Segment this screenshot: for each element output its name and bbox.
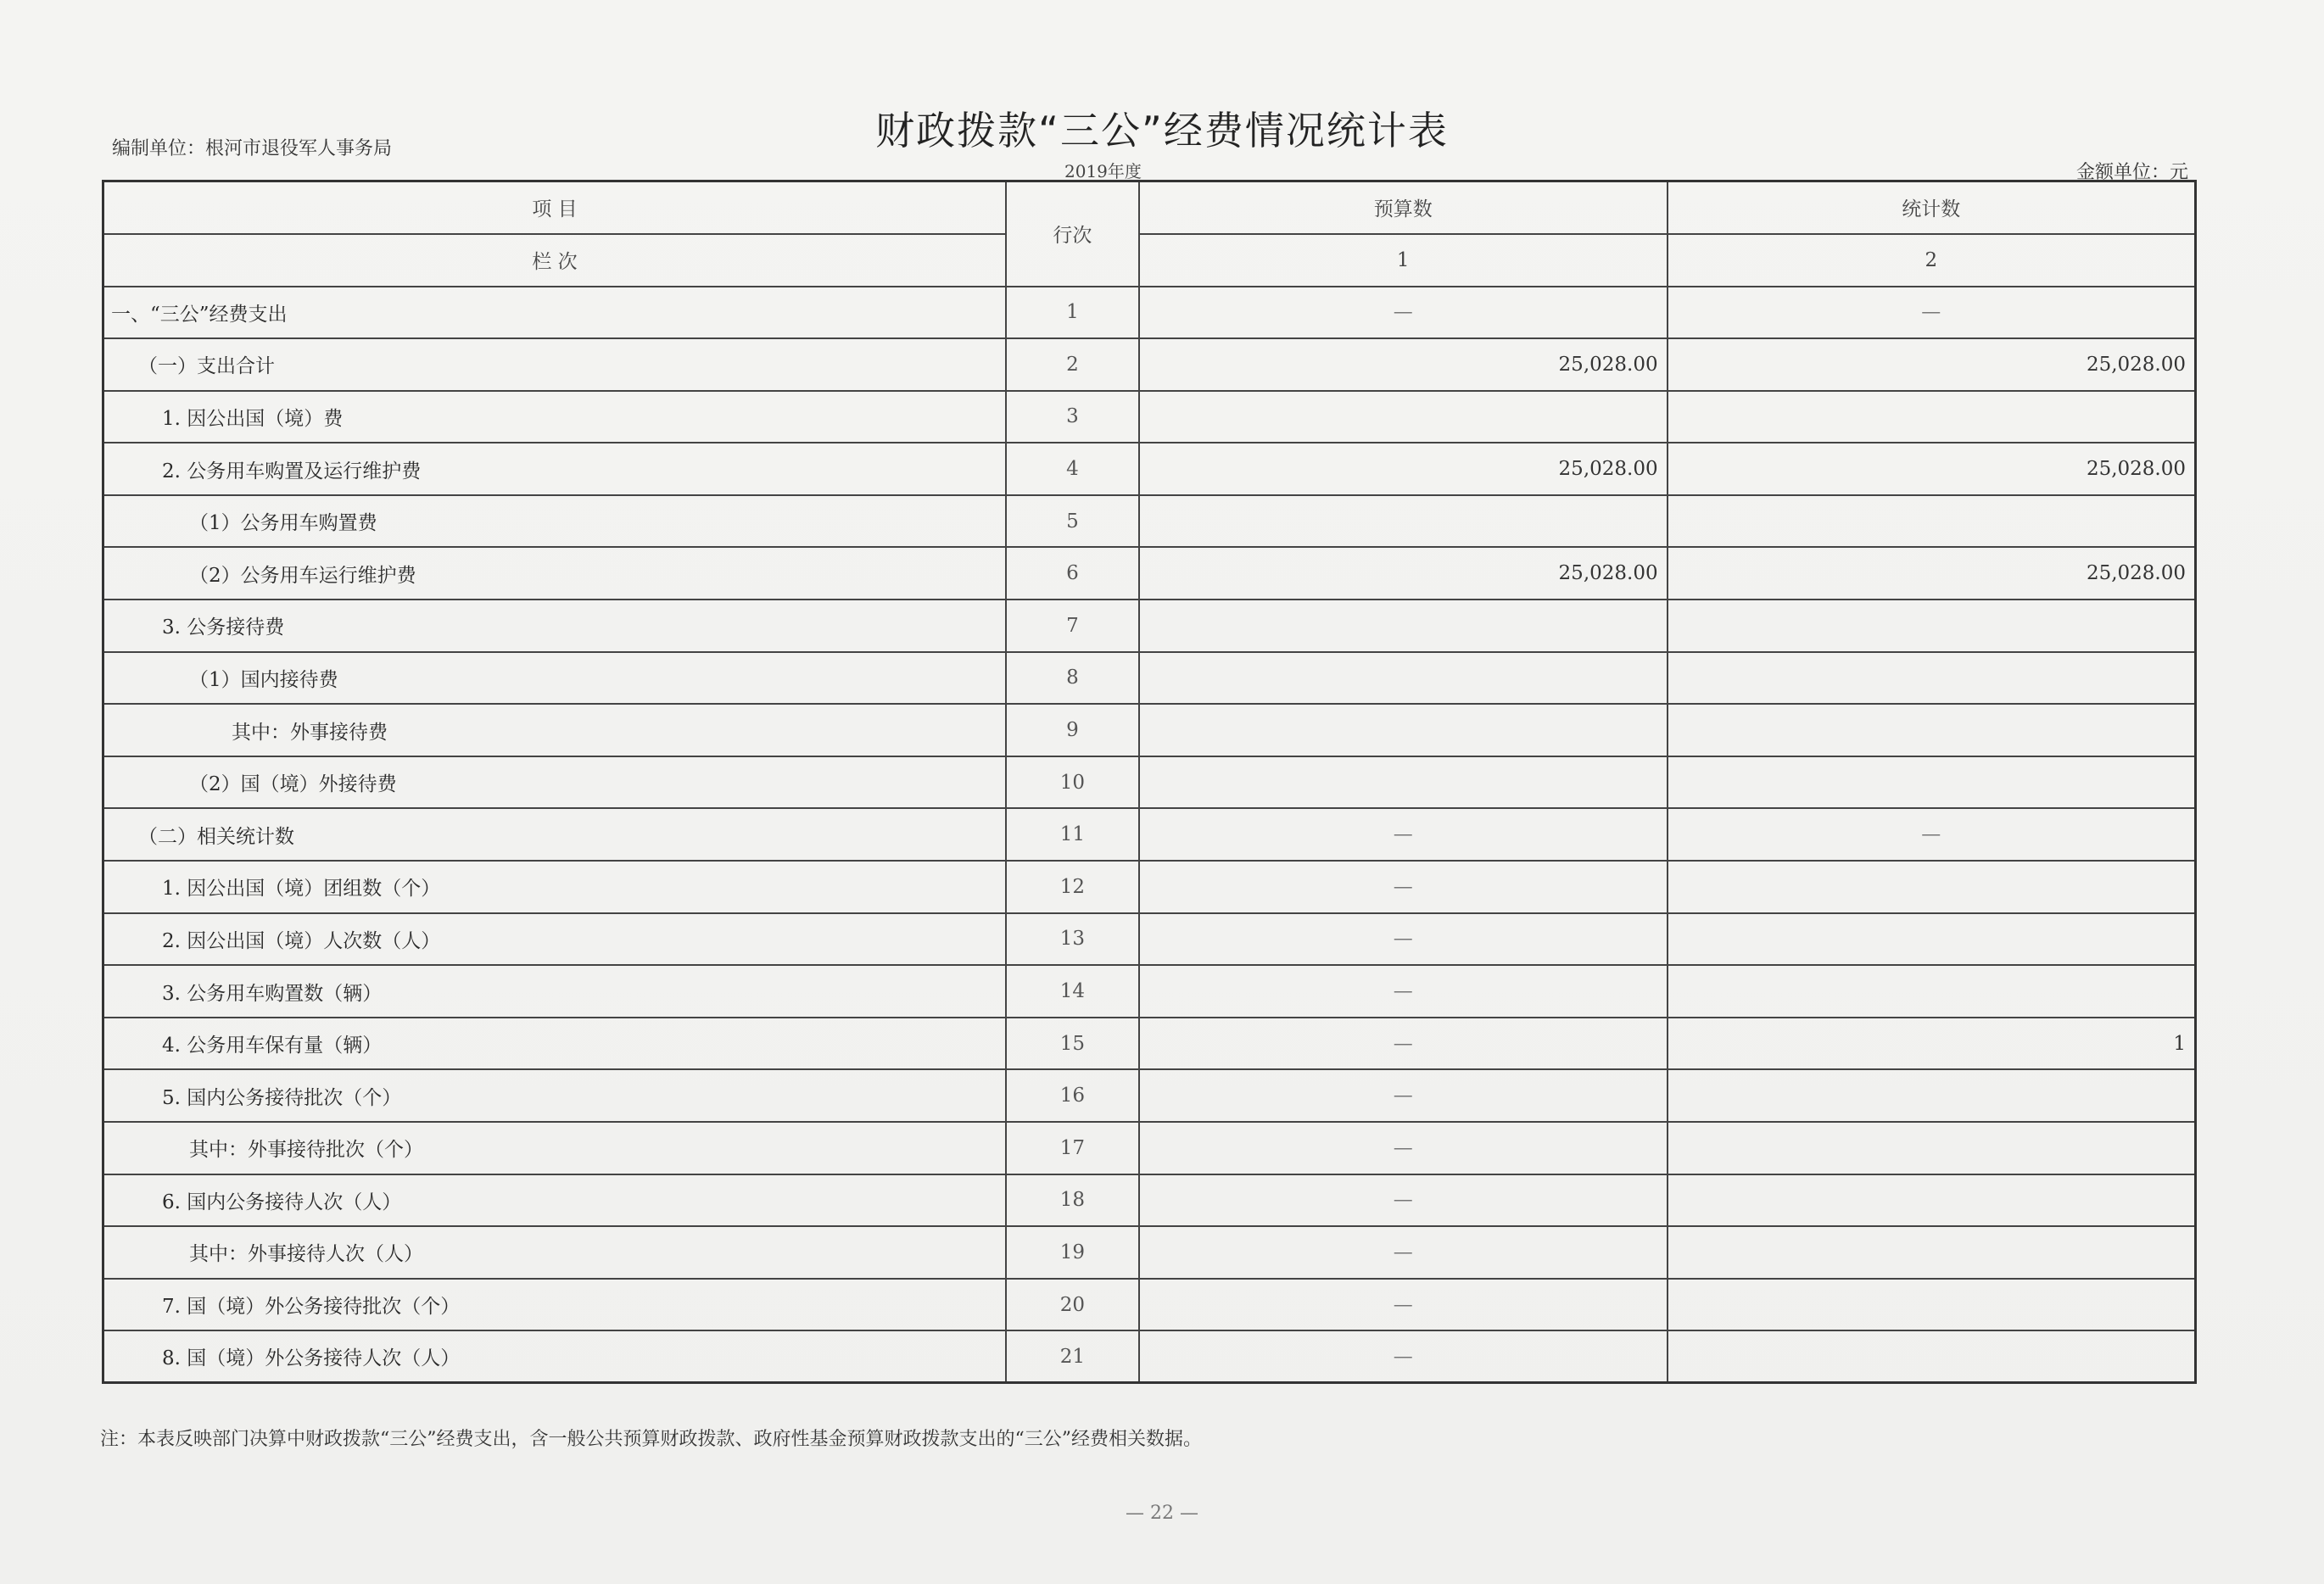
stat-value	[1668, 600, 2196, 652]
row-number: 11	[1006, 808, 1139, 861]
table-row	[103, 913, 2196, 966]
three-expenses-table	[102, 180, 2197, 1384]
budget-value: —	[1139, 1122, 1668, 1174]
page-title: 财政拨款“三公”经费情况统计表	[875, 108, 1449, 153]
row-label: （1）公务用车购置费	[103, 495, 1007, 548]
row-label: 3. 公务用车购置数（辆）	[103, 965, 1007, 1018]
row-label: 2. 因公出国（境）人次数（人）	[103, 913, 1007, 966]
row-label: （一）支出合计	[103, 338, 1007, 391]
header-budget-no: 1	[1139, 234, 1668, 287]
header-column-label: 栏 次	[103, 234, 1007, 287]
table-row	[103, 495, 2196, 548]
row-label: （1）国内接待费	[103, 652, 1007, 705]
table-row	[103, 965, 2196, 1018]
stat-value	[1668, 1279, 2196, 1331]
header-budget: 预算数	[1139, 181, 1668, 234]
budget-value	[1139, 756, 1668, 809]
row-number: 3	[1006, 391, 1139, 443]
budget-value: —	[1139, 1018, 1668, 1070]
row-label: 3. 公务接待费	[103, 600, 1007, 652]
budget-value: 25,028.00	[1139, 338, 1668, 391]
table-row	[103, 1226, 2196, 1279]
budget-value: —	[1139, 287, 1668, 339]
budget-value: —	[1139, 808, 1668, 861]
row-number: 14	[1006, 965, 1139, 1018]
table-row	[103, 547, 2196, 600]
row-number: 15	[1006, 1018, 1139, 1070]
row-number: 7	[1006, 600, 1139, 652]
table-row	[103, 338, 2196, 391]
table-row	[103, 391, 2196, 443]
row-label: 其中：外事接待人次（人）	[103, 1226, 1007, 1279]
row-label: 其中：外事接待批次（个）	[103, 1122, 1007, 1174]
row-label: （2）国（境）外接待费	[103, 756, 1007, 809]
row-number: 6	[1006, 547, 1139, 600]
budget-value: 25,028.00	[1139, 443, 1668, 495]
row-number: 8	[1006, 652, 1139, 705]
stat-value	[1668, 913, 2196, 966]
page-number: — 22 —	[1126, 1503, 1198, 1524]
stat-value: 25,028.00	[1668, 443, 2196, 495]
row-label: （二）相关统计数	[103, 808, 1007, 861]
budget-value	[1139, 652, 1668, 705]
row-number: 1	[1006, 287, 1139, 339]
row-number: 2	[1006, 338, 1139, 391]
row-number: 5	[1006, 495, 1139, 548]
budget-value: 25,028.00	[1139, 547, 1668, 600]
header-row-no: 行次	[1006, 181, 1139, 287]
row-label: 1. 因公出国（境）团组数（个）	[103, 861, 1007, 913]
budget-value: —	[1139, 861, 1668, 913]
budget-value: —	[1139, 913, 1668, 966]
row-number: 9	[1006, 704, 1139, 756]
row-number: 18	[1006, 1174, 1139, 1227]
budget-value: —	[1139, 1174, 1668, 1227]
budget-value	[1139, 704, 1668, 756]
row-label: 7. 国（境）外公务接待批次（个）	[103, 1279, 1007, 1331]
stat-value	[1668, 704, 2196, 756]
row-number: 20	[1006, 1279, 1139, 1331]
footnote: 注：本表反映部门决算中财政拨款“三公”经费支出，含一般公共预算财政拨款、政府性基金预算财政拨款支出的“三公”经费相关数据。	[100, 1429, 1202, 1450]
stat-value: 1	[1668, 1018, 2196, 1070]
budget-value: —	[1139, 1330, 1668, 1383]
row-number: 4	[1006, 443, 1139, 495]
row-label: 8. 国（境）外公务接待人次（人）	[103, 1330, 1007, 1383]
header-stat: 统计数	[1668, 181, 2196, 234]
compiling-unit: 编制单位：根河市退役军人事务局	[112, 138, 393, 159]
table-row	[103, 704, 2196, 756]
table-row	[103, 1330, 2196, 1383]
budget-value	[1139, 495, 1668, 548]
budget-value	[1139, 391, 1668, 443]
stat-value: —	[1668, 287, 2196, 339]
budget-value: —	[1139, 1069, 1668, 1122]
row-label: 1. 因公出国（境）费	[103, 391, 1007, 443]
stat-value: 25,028.00	[1668, 547, 2196, 600]
budget-value: —	[1139, 1226, 1668, 1279]
stat-value	[1668, 756, 2196, 809]
table-row	[103, 861, 2196, 913]
table-row	[103, 652, 2196, 705]
stat-value: 25,028.00	[1668, 338, 2196, 391]
table-row	[103, 1174, 2196, 1227]
stat-value	[1668, 391, 2196, 443]
stat-value	[1668, 861, 2196, 913]
stat-value	[1668, 1226, 2196, 1279]
table-row	[103, 1018, 2196, 1070]
stat-value	[1668, 1069, 2196, 1122]
amount-unit: 金额单位：元	[2075, 162, 2188, 183]
row-label: 5. 国内公务接待批次（个）	[103, 1069, 1007, 1122]
stat-value: —	[1668, 808, 2196, 861]
table-row	[103, 1069, 2196, 1122]
row-label: 一、“三公”经费支出	[103, 287, 1007, 339]
header-item: 项 目	[103, 181, 1007, 234]
table-row	[103, 1279, 2196, 1331]
stat-value	[1668, 495, 2196, 548]
budget-value: —	[1139, 1279, 1668, 1331]
table-row	[103, 443, 2196, 495]
row-label: 6. 国内公务接待人次（人）	[103, 1174, 1007, 1227]
row-label: （2）公务用车运行维护费	[103, 547, 1007, 600]
row-number: 12	[1006, 861, 1139, 913]
stat-value	[1668, 965, 2196, 1018]
fiscal-year: 2019年度	[1064, 161, 1142, 181]
row-number: 16	[1006, 1069, 1139, 1122]
row-label: 4. 公务用车保有量（辆）	[103, 1018, 1007, 1070]
budget-value: —	[1139, 965, 1668, 1018]
row-number: 17	[1006, 1122, 1139, 1174]
row-label: 2. 公务用车购置及运行维护费	[103, 443, 1007, 495]
table-row	[103, 600, 2196, 652]
row-number: 21	[1006, 1330, 1139, 1383]
table-row	[103, 756, 2196, 809]
row-number: 13	[1006, 913, 1139, 966]
stat-value	[1668, 1174, 2196, 1227]
stat-value	[1668, 1330, 2196, 1383]
row-label: 其中：外事接待费	[103, 704, 1007, 756]
stat-value	[1668, 652, 2196, 705]
header-stat-no: 2	[1668, 234, 2196, 287]
row-number: 10	[1006, 756, 1139, 809]
row-number: 19	[1006, 1226, 1139, 1279]
table-row	[103, 808, 2196, 861]
budget-value	[1139, 600, 1668, 652]
table-row	[103, 287, 2196, 339]
stat-value	[1668, 1122, 2196, 1174]
table-row	[103, 1122, 2196, 1174]
